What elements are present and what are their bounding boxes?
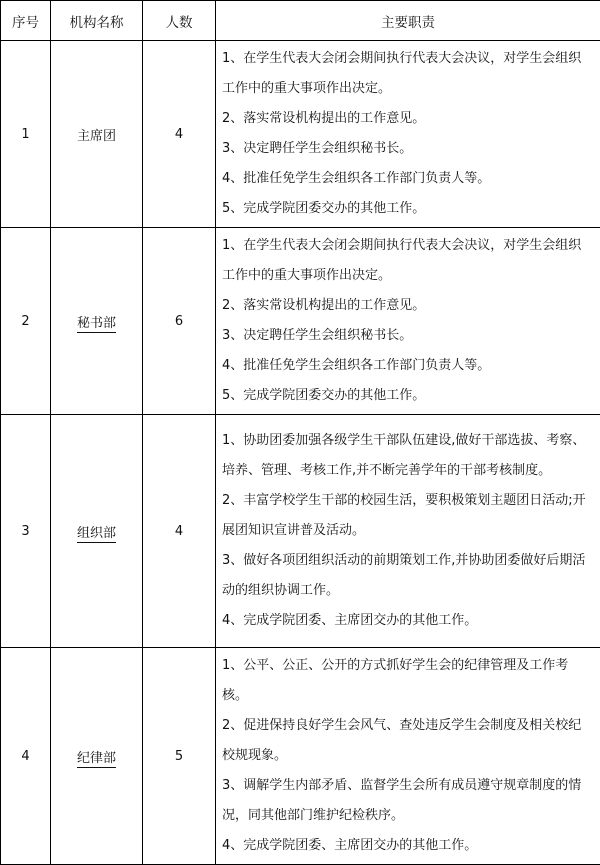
row-duties (216, 415, 600, 648)
row-name-text: 主席团 (77, 129, 116, 144)
duty-item: 2、丰富学校学生干部的校园生活，要积极策划主题团日活动;开展团知识宣讲普及活动。 (222, 486, 594, 546)
row-name (51, 648, 143, 865)
table-row (1, 228, 600, 415)
duty-item: 3、做好各项团组织活动的前期策划工作,并协助团委做好后期活动的组织协调工作。 (222, 546, 594, 606)
row-name (51, 228, 143, 415)
row-num: 3 (1, 415, 51, 648)
duty-item: 2、落实常设机构提出的工作意见。 (222, 291, 594, 321)
duty-item: 1、协助团委加强各级学生干部队伍建设,做好干部选拔、考察、培养、管理、考核工作,并不断完善学年的干部考核制度。 (222, 426, 594, 486)
row-name-text: 组织部 (77, 526, 116, 543)
duty-item: 4、完成学院团委、主席团交办的其他工作。 (222, 831, 594, 861)
row-name-text: 秘书部 (77, 316, 116, 333)
duty-item: 3、调解学生内部矛盾、监督学生会所有成员遵守规章制度的情况，同其他部门维护纪检秩序。 (222, 771, 594, 831)
row-duties (216, 228, 600, 415)
row-count: 4 (143, 41, 216, 228)
header-name: 机构名称 (51, 1, 143, 41)
row-duties (216, 41, 600, 228)
header-duties: 主要职责 (216, 1, 600, 41)
header-count: 人数 (143, 1, 216, 41)
row-name (51, 41, 143, 228)
table-row (1, 41, 600, 228)
duty-item: 4、批准任免学生会组织各工作部门负责人等。 (222, 351, 594, 381)
duty-item: 4、批准任免学生会组织各工作部门负责人等。 (222, 164, 594, 194)
header-num: 序号 (1, 1, 51, 41)
duty-item: 3、决定聘任学生会组织秘书长。 (222, 321, 594, 351)
row-duties (216, 648, 600, 865)
row-num: 2 (1, 228, 51, 415)
row-num: 1 (1, 41, 51, 228)
row-count: 5 (143, 648, 216, 865)
duty-item: 2、落实常设机构提出的工作意见。 (222, 104, 594, 134)
table-row (1, 648, 600, 865)
duty-item: 1、公平、公正、公开的方式抓好学生会的纪律管理及工作考核。 (222, 651, 594, 711)
duty-item: 1、在学生代表大会闭会期间执行代表大会决议，对学生会组织工作中的重大事项作出决定。 (222, 44, 594, 104)
duty-item: 5、完成学院团委交办的其他工作。 (222, 194, 594, 224)
duty-item: 2、促进保持良好学生会风气、查处违反学生会制度及相关校纪校规现象。 (222, 711, 594, 771)
duty-item: 4、完成学院团委、主席团交办的其他工作。 (222, 606, 594, 636)
row-name (51, 415, 143, 648)
row-num: 4 (1, 648, 51, 865)
table-row (1, 415, 600, 648)
duty-item: 5、完成学院团委交办的其他工作。 (222, 381, 594, 411)
row-count: 6 (143, 228, 216, 415)
row-count: 4 (143, 415, 216, 648)
duty-item: 3、决定聘任学生会组织秘书长。 (222, 134, 594, 164)
header-row (1, 1, 600, 41)
row-name-text: 纪律部 (77, 751, 116, 768)
duty-item: 1、在学生代表大会闭会期间执行代表大会决议，对学生会组织工作中的重大事项作出决定。 (222, 231, 594, 291)
